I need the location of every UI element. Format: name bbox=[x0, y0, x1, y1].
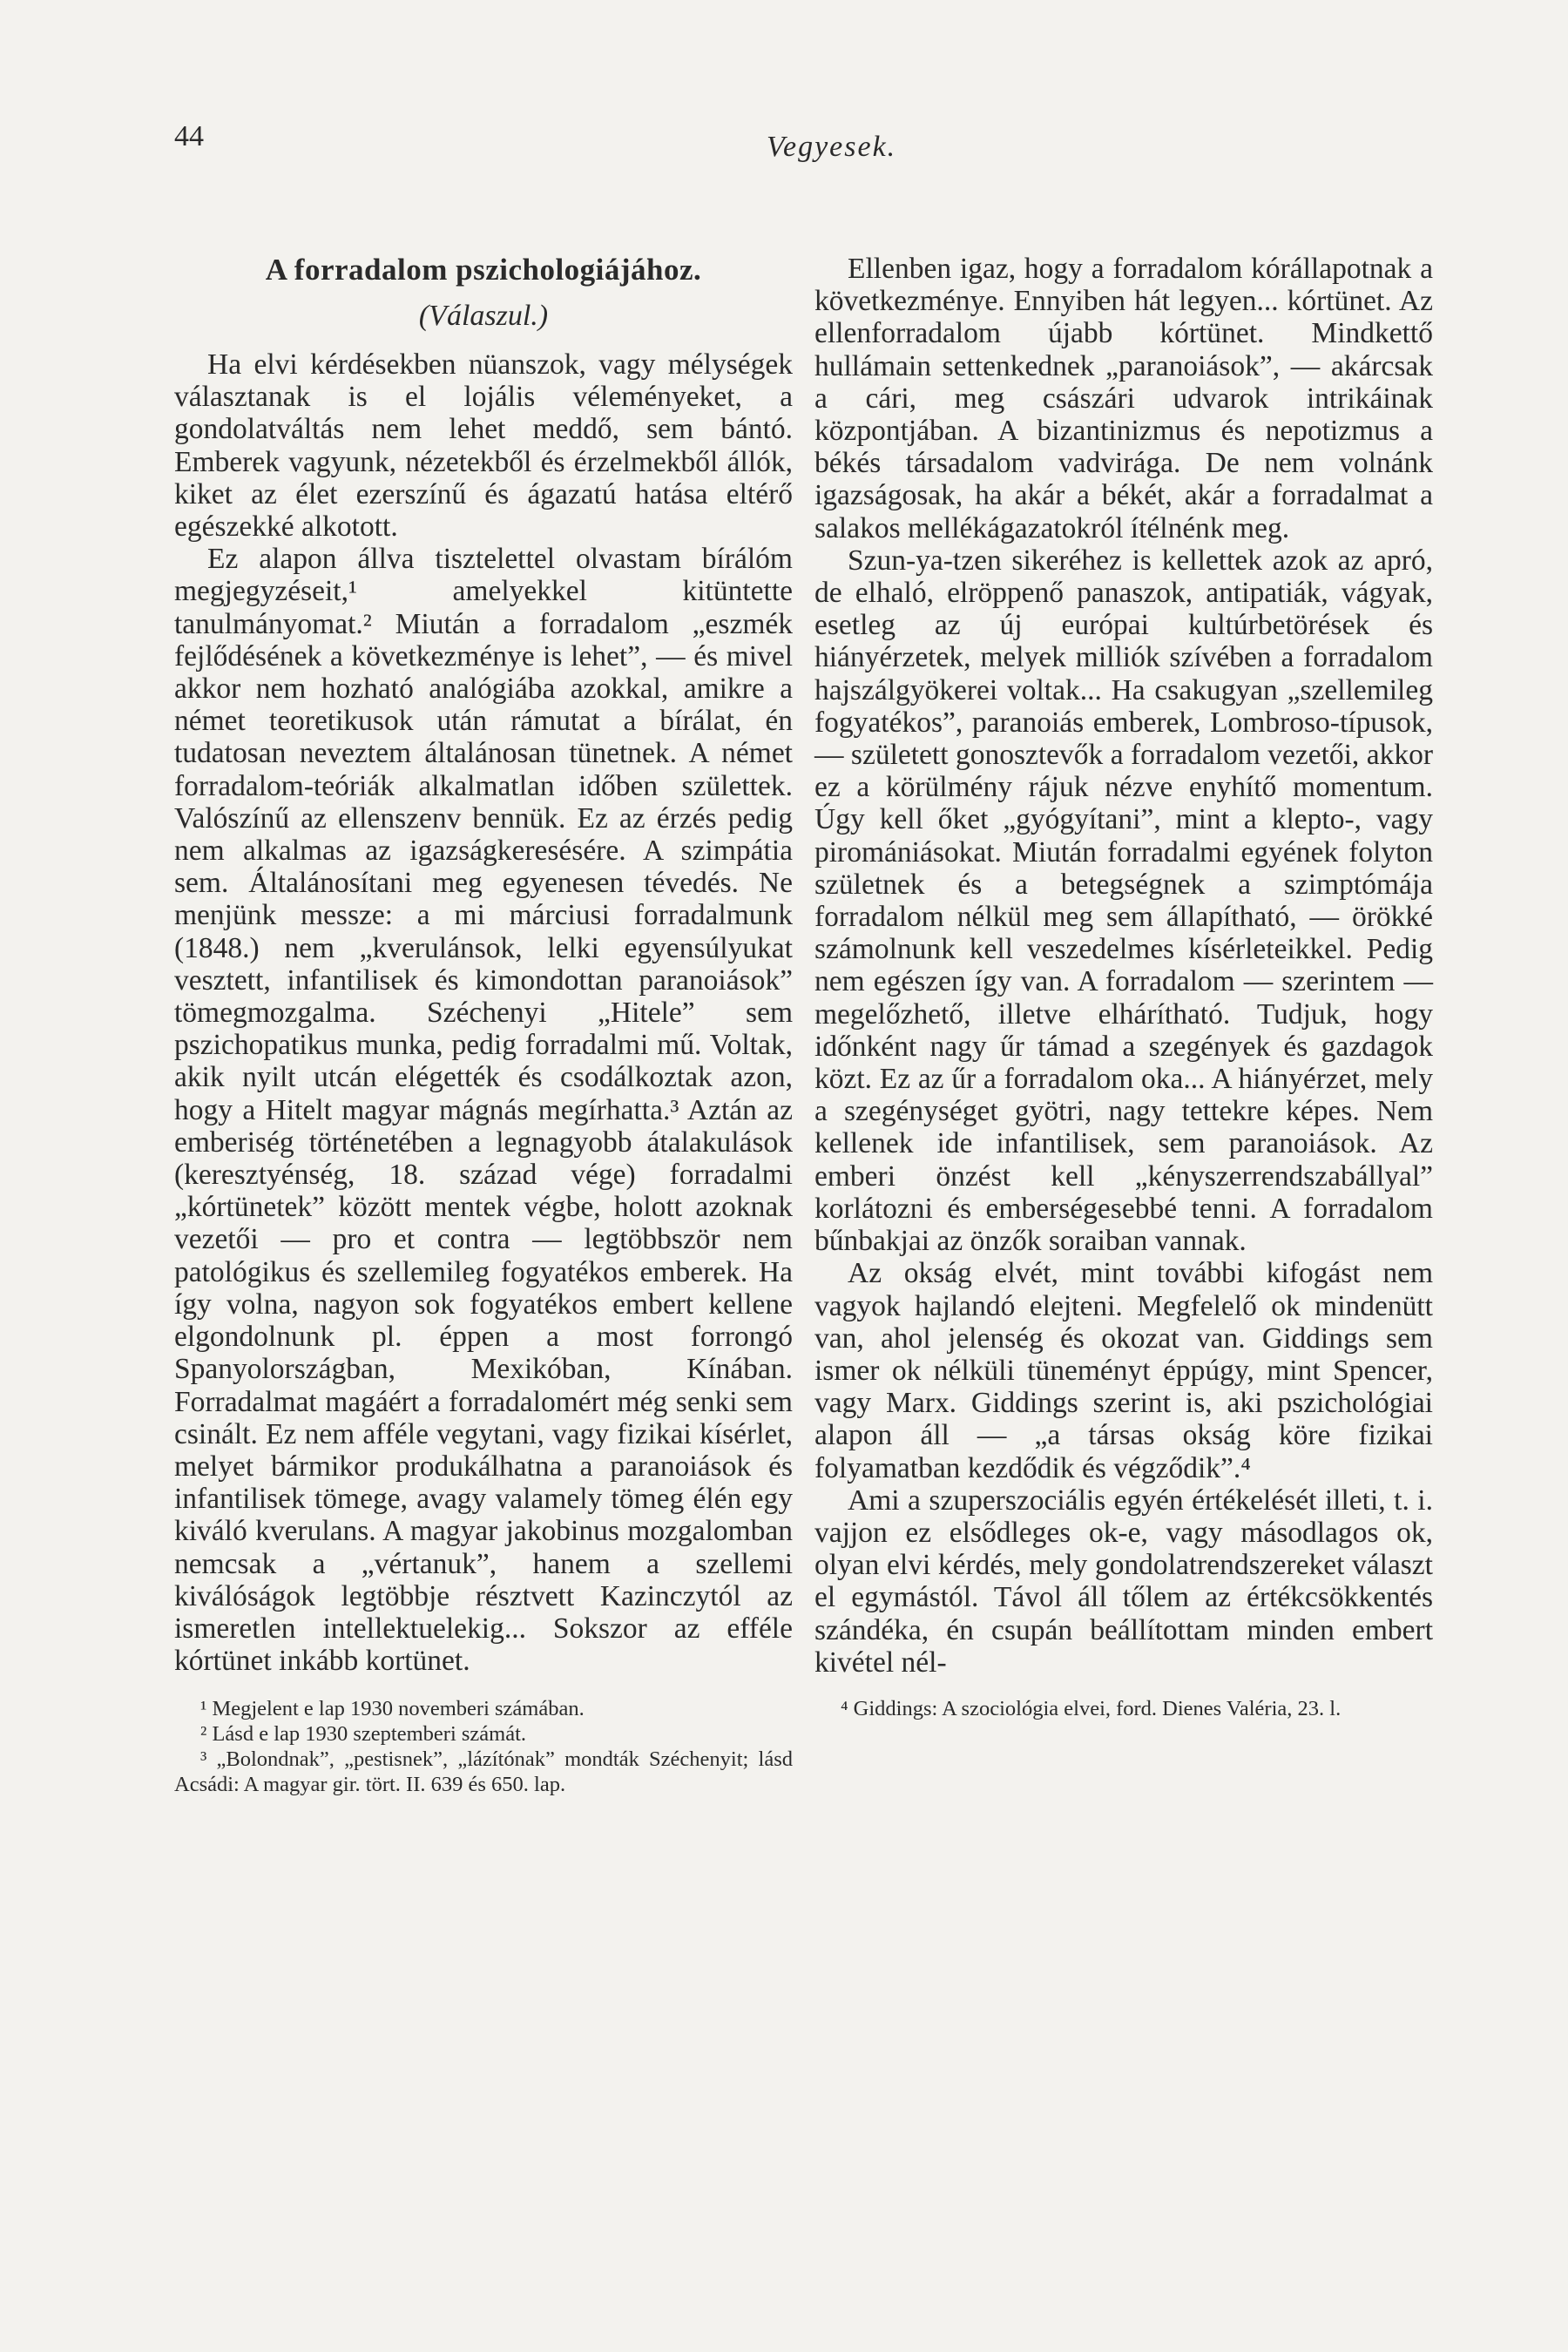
page-number: 44 bbox=[174, 120, 204, 152]
body-paragraph: Szun-ya-tzen sikeréhez is kellettek azok az apró, de elhaló, elröppenő panaszok, antipatiák, vágyak, esetleg az új európai kultúrbetörések és hiányérzetek, melyek milliók szívében a forradalom hajszálgyökerei voltak... Ha csakugyan „szellemileg fogyatékos”, paranoiás emberek, Lombroso-típusok, — született gonosztevők a forradalom vezetői, akkor ez a körülmény rájuk nézve enyhítő momentum. Úgy kell őket „gyógyítani”, mint a klepto-, vagy piromániásokat. Miután forradalmi egyének folyton születnek és a betegségnek a szimptómája forradalom nélkül meg sem állapítható, — örökké számolnunk kell veszedelmes kísérleteikkel. Pedig nem egészen így van. A forradalom — szerintem — megelőzhető, illetve elhárítható. Tudjuk, hogy időnként nagy űr támad a szegények és gazdagok közt. Ez az űr a forradalom oka... A hiányérzet, mely a szegénységet gyötri, nagy tettekre képes. Nem kellenek ide infantilisek, sem paranoiások. Az emberi önzést kell „kényszerrendszabállyal” korlátozni és emberségesebbé tenni. A forradalom bűnbakjai az önzők soraiban vannak. bbox=[814, 544, 1433, 1258]
right-column bbox=[814, 253, 1433, 1721]
running-head bbox=[174, 120, 906, 164]
footnotes bbox=[814, 1696, 1433, 1721]
body-paragraph: Ha elvi kérdésekben nüanszok, vagy mélységek választanak is el lojális véleményeket, a gondolatváltás nem lehet meddő, sem bántó. Emberek vagyunk, nézetekből és érzelmekből állók, kiket az élet ezerszínű és ágazatú hatása eltérő egészekké alkotott. bbox=[174, 348, 793, 544]
footnote: ² Lásd e lap 1930 szeptemberi számát. bbox=[200, 1722, 527, 1747]
body-paragraph: Az okság elvét, mint további kifogást nem vagyok hajlandó elejteni. Megfelelő ok mindenütt van, ahol jelenség és okozat van. Giddings sem ismer ok nélküli tüneményt éppúgy, mint Spencer, vagy Marx. Giddings szerint is, aki pszichológiai alapon áll — „a társas okság köre fizikai folyamatban kezdődik és végződik”.⁴ bbox=[814, 1257, 1433, 1484]
article-title: A forradalom pszichologiájához. bbox=[265, 253, 702, 287]
body-paragraph: Ellenben igaz, hogy a forradalom kórállapotnak a következménye. Ennyiben hát legyen... kórtünet. Az ellenforradalom újabb kórtünet. Mindkettő hullámain settenkednek „paranoiások”, — akárcsak a cári, meg császári udvarok intrikáinak központjában. A bizantinizmus és nepotizmus a békés társadalom vadvirága. De nem volnánk igazságosak, ha akár a békét, akár a forradalmat a salakos mellékágazatokról ítélnénk meg. bbox=[814, 253, 1433, 544]
footnotes bbox=[174, 1696, 793, 1797]
article-subtitle: (Válaszul.) bbox=[418, 300, 549, 332]
journal-name: Vegyesek. bbox=[767, 131, 897, 163]
left-column bbox=[174, 253, 793, 1797]
footnote: ³ „Bolondnak”, „pestisnek”, „lázítónak” mondták Széchenyit; lásd Acsádi: A magyar gir. tört. II. 639 és 650. lap. bbox=[174, 1747, 793, 1797]
body-paragraph: Ami a szuperszociális egyén értékelését illeti, t. i. vajjon ez elsődleges ok-e, vagy másodlagos ok, olyan elvi kérdés, mely gondolatrendszereket választ el egymástól. Távol áll tőlem az értékcsökkentés szándéka, én csupán beállítottam minden embert kivétel nél- bbox=[814, 1484, 1433, 1679]
body-paragraph: Ez alapon állva tisztelettel olvastam bírálóm megjegyzéseit,¹ amelyekkel kitüntette tanulmányomat.² Miután a forradalom „eszmék fejlődésének a következménye is lehet”, — és mivel akkor nem hozható analógiába azokkal, amikre a német teoretikusok után rámutat a bírálat, én tudatosan neveztem általánosan tünetnek. A német forradalom-teóriák alkalmatlan időben születtek. Valószínű az ellenszenv bennük. Ez az érzés pedig nem alkalmas az igazságkeresésére. A szimpátia sem. Általánosítani meg egyenesen tévedés. Ne menjünk messze: a mi márciusi forradalmunk (1848.) nem „kverulánsok, lelki egyensúlyukat vesztett, infantilisek és kimondottan paranoiások” tömegmozgalma. Széchenyi „Hitele” sem pszichopatikus munka, pedig forradalmi mű. Voltak, akik nyilt utcán elégették és csodálkoztak azon, hogy a Hitelt magyar mágnás megírhatta.³ Aztán az emberiség történetében a legnagyobb átalakulások (keresztyénség, 18. század vége) forradalmi „kórtünetek” között mentek végbe, holott azoknak vezetői — pro et contra — legtöbbször nem patológikus és szellemileg fogyatékos emberek. Ha így volna, nagyon sok fogyatékos embert kellene elgondolnunk pl. éppen a most forrongó Spanyolországban, Mexikóban, Kínában. Forradalmat magáért a forradalomért még senki sem csinált. Ez nem afféle vegytani, vagy fizikai kísérlet, melyet bármikor produkálhatna a paranoiások és infantilisek tömege, avagy valamely tömeg élén egy kiváló kverulans. A magyar jakobinus mozgalomban nemcsak a „vértanuk”, hanem a szellemi kiválóságok legtöbbje résztvett Kazinczytól az ismeretlen intellektuelekig... Sokszor az efféle kórtünet inkább kortünet. bbox=[174, 543, 793, 1678]
footnote: ¹ Megjelent e lap 1930 novemberi számában. bbox=[200, 1697, 585, 1721]
footnote: ⁴ Giddings: A szociológia elvei, ford. Dienes Valéria, 23. l. bbox=[841, 1696, 1342, 1720]
